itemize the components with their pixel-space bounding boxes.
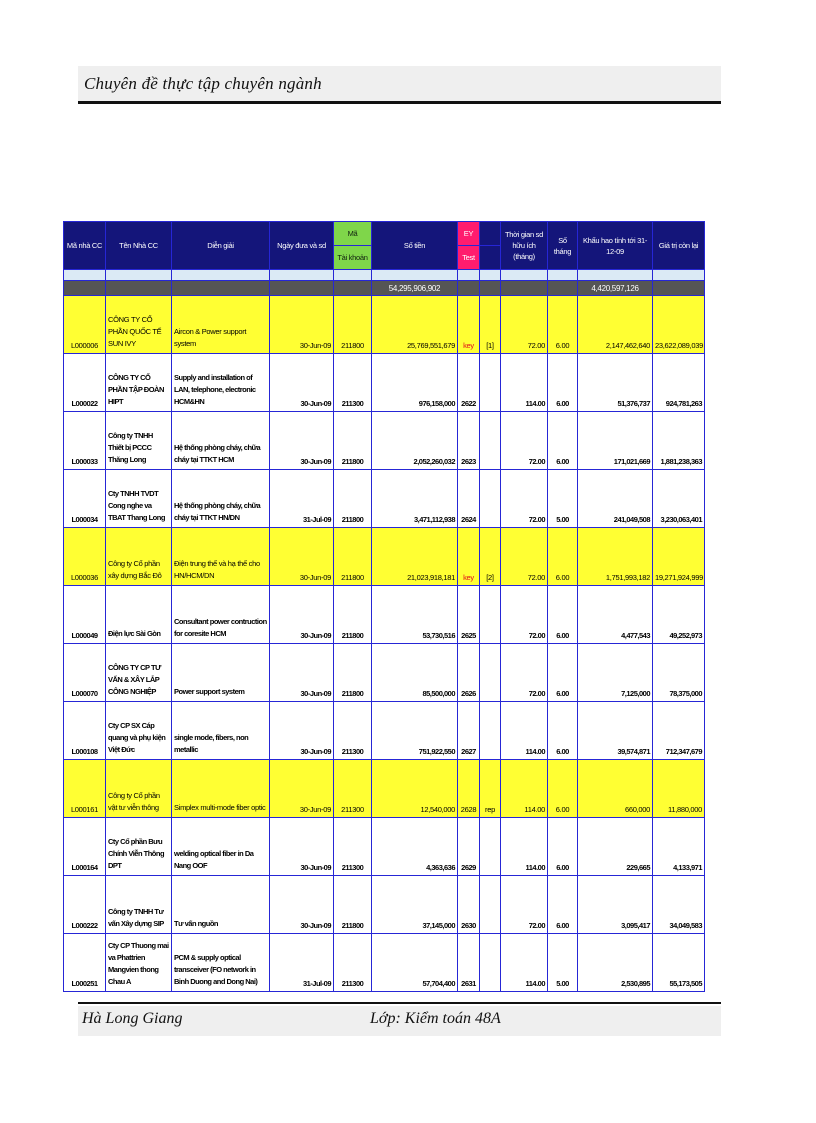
table-row <box>64 586 705 644</box>
page-header-title: Chuyên đề thực tập chuyên ngành <box>84 74 322 93</box>
cell-account: 211800 <box>334 528 372 586</box>
cell-amount: 2,052,260,032 <box>372 412 458 470</box>
cell-description: welding optical fiber in Da Nang OOF <box>172 818 270 876</box>
cell-depreciation: 171,021,669 <box>578 412 653 470</box>
cell-depreciation: 7,125,000 <box>578 644 653 702</box>
cell-supplier-name: Cty Cổ phần Bưu Chính Viễn Thông DPT <box>106 818 172 876</box>
cell-remaining-value: 924,781,263 <box>653 354 705 412</box>
cell-account: 211300 <box>334 354 372 412</box>
table-row <box>64 528 705 586</box>
cell-ey-test: 2627 <box>458 702 480 760</box>
cell-ref <box>480 412 501 470</box>
cell-ref: [1] <box>480 296 501 354</box>
cell-supplier-code: L000222 <box>64 876 106 934</box>
cell-ey-test: 2628 <box>458 760 480 818</box>
cell-supplier-name: Cty CP SX Cáp quang và phụ kiện Việt Đức <box>106 702 172 760</box>
cell-remaining-value: 3,230,063,401 <box>653 470 705 528</box>
cell-remaining-value: 1,881,238,363 <box>653 412 705 470</box>
cell-account: 211800 <box>334 876 372 934</box>
cell-amount: 976,158,000 <box>372 354 458 412</box>
cell-account: 211800 <box>334 470 372 528</box>
cell-ey-test: 2629 <box>458 818 480 876</box>
cell-supplier-name: Công ty Cổ phần vật tư viễn thông <box>106 760 172 818</box>
cell-amount: 53,730,516 <box>372 586 458 644</box>
cell-useful-life: 72.00 <box>501 528 548 586</box>
cell-ref: [2] <box>480 528 501 586</box>
asset-ledger-table <box>63 221 705 992</box>
cell-supplier-name: Công ty TNHH Thiết bị PCCC Thăng Long <box>106 412 172 470</box>
col-header-supplier-name: Tên Nhà CC <box>106 222 172 270</box>
cell-depreciation: 39,574,871 <box>578 702 653 760</box>
cell-supplier-code: L000049 <box>64 586 106 644</box>
cell-amount: 21,023,918,181 <box>372 528 458 586</box>
cell-remaining-value: 55,173,505 <box>653 934 705 992</box>
col-header-remaining-value: Giá trị còn lại <box>653 222 705 270</box>
cell-useful-life: 72.00 <box>501 586 548 644</box>
cell-supplier-code: L000022 <box>64 354 106 412</box>
cell-ey-test: key <box>458 296 480 354</box>
cell-amount: 4,363,636 <box>372 818 458 876</box>
cell-supplier-name: Điện lực Sài Gòn <box>106 586 172 644</box>
cell-months: 6.00 <box>548 644 578 702</box>
cell-useful-life: 72.00 <box>501 876 548 934</box>
col-header-amount: Số tiền <box>372 222 458 270</box>
table-row <box>64 354 705 412</box>
footer-rule <box>78 1002 721 1004</box>
cell-ref <box>480 586 501 644</box>
cell-months: 6.00 <box>548 818 578 876</box>
cell-description: PCM & supply optical transceiver (FO network in Binh Duong and Dong Nai) <box>172 934 270 992</box>
footer-class: Lớp: Kiểm toán 48A <box>370 1010 501 1027</box>
cell-remaining-value: 712,347,679 <box>653 702 705 760</box>
cell-supplier-name: CÔNG TY CP TƯ VẤN & XÂY LẮP CÔNG NGHIỆP <box>106 644 172 702</box>
cell-account: 211300 <box>334 702 372 760</box>
cell-ref <box>480 702 501 760</box>
col-header-ref <box>480 222 501 246</box>
asset-ledger-table-wrapper <box>63 221 704 992</box>
cell-ey-test: 2630 <box>458 876 480 934</box>
col-header-ref-blank <box>480 246 501 270</box>
page-header <box>78 66 721 102</box>
cell-useful-life: 72.00 <box>501 644 548 702</box>
cell-depreciation: 4,477,543 <box>578 586 653 644</box>
cell-amount: 25,769,551,679 <box>372 296 458 354</box>
col-header-useful-life: Thời gian sd hữu ích (tháng) <box>501 222 548 270</box>
cell-depreciation: 2,147,462,640 <box>578 296 653 354</box>
cell-useful-life: 72.00 <box>501 296 548 354</box>
col-header-account: Tài khoản <box>334 246 372 270</box>
cell-date: 30-Jun-09 <box>270 528 334 586</box>
col-header-description: Diễn giải <box>172 222 270 270</box>
cell-description: Power support system <box>172 644 270 702</box>
cell-amount: 57,704,400 <box>372 934 458 992</box>
cell-description: Hệ thống phòng cháy, chữa cháy tại TTKT HN/DN <box>172 470 270 528</box>
table-row <box>64 296 705 354</box>
cell-date: 30-Jun-09 <box>270 586 334 644</box>
footer-author: Hà Long Giang <box>82 1010 183 1027</box>
cell-months: 6.00 <box>548 354 578 412</box>
col-header-supplier-code: Mã nhà CC <box>64 222 106 270</box>
cell-description: single mode, fibers, non metallic <box>172 702 270 760</box>
cell-date: 31-Jul-09 <box>270 470 334 528</box>
cell-remaining-value: 23,622,089,039 <box>653 296 705 354</box>
cell-ref <box>480 818 501 876</box>
table-row <box>64 934 705 992</box>
cell-ey-test: 2624 <box>458 470 480 528</box>
cell-ref <box>480 876 501 934</box>
cell-amount: 85,500,000 <box>372 644 458 702</box>
cell-date: 30-Jun-09 <box>270 644 334 702</box>
table-row <box>64 760 705 818</box>
cell-useful-life: 114.00 <box>501 818 548 876</box>
cell-supplier-code: L000164 <box>64 818 106 876</box>
cell-supplier-code: L000161 <box>64 760 106 818</box>
cell-account: 211300 <box>334 818 372 876</box>
cell-ref: rep <box>480 760 501 818</box>
cell-remaining-value: 4,133,971 <box>653 818 705 876</box>
cell-account: 211800 <box>334 586 372 644</box>
page-footer <box>78 1006 721 1036</box>
table-row <box>64 876 705 934</box>
cell-months: 6.00 <box>548 528 578 586</box>
cell-ey-test: 2631 <box>458 934 480 992</box>
totals-row <box>64 281 705 296</box>
cell-depreciation: 51,376,737 <box>578 354 653 412</box>
cell-depreciation: 3,095,417 <box>578 876 653 934</box>
cell-ey-test: 2625 <box>458 586 480 644</box>
cell-months: 6.00 <box>548 586 578 644</box>
total-depreciation: 4,420,597,126 <box>578 281 653 296</box>
cell-date: 30-Jun-09 <box>270 702 334 760</box>
cell-remaining-value: 19,271,924,999 <box>653 528 705 586</box>
cell-ey-test: key <box>458 528 480 586</box>
cell-date: 30-Jun-09 <box>270 296 334 354</box>
cell-supplier-name: CÔNG TY CỔ PHẦN TẬP ĐOÀN HIPT <box>106 354 172 412</box>
col-header-date: Ngày đưa và sd <box>270 222 334 270</box>
cell-account: 211800 <box>334 644 372 702</box>
cell-depreciation: 241,049,508 <box>578 470 653 528</box>
cell-supplier-code: L000251 <box>64 934 106 992</box>
cell-supplier-name: CÔNG TY CỔ PHẦN QUỐC TẾ SUN IVY <box>106 296 172 354</box>
cell-ref <box>480 470 501 528</box>
cell-remaining-value: 34,049,583 <box>653 876 705 934</box>
cell-remaining-value: 49,252,973 <box>653 586 705 644</box>
cell-ref <box>480 644 501 702</box>
cell-months: 6.00 <box>548 702 578 760</box>
cell-amount: 3,471,112,938 <box>372 470 458 528</box>
cell-supplier-code: L000033 <box>64 412 106 470</box>
col-header-depreciation: Khấu hao tính tới 31-12-09 <box>578 222 653 270</box>
cell-account: 211800 <box>334 296 372 354</box>
cell-account: 211300 <box>334 934 372 992</box>
cell-useful-life: 114.00 <box>501 934 548 992</box>
table-row <box>64 818 705 876</box>
cell-ey-test: 2626 <box>458 644 480 702</box>
cell-remaining-value: 11,880,000 <box>653 760 705 818</box>
cell-useful-life: 114.00 <box>501 760 548 818</box>
cell-months: 6.00 <box>548 876 578 934</box>
cell-supplier-code: L000108 <box>64 702 106 760</box>
cell-date: 30-Jun-09 <box>270 760 334 818</box>
table-row <box>64 470 705 528</box>
cell-date: 30-Jun-09 <box>270 876 334 934</box>
cell-amount: 12,540,000 <box>372 760 458 818</box>
cell-remaining-value: 78,375,000 <box>653 644 705 702</box>
cell-description: Tư vấn nguồn <box>172 876 270 934</box>
cell-supplier-name: Cty TNHH TVDT Cong nghe va TBAT Thang Long <box>106 470 172 528</box>
cell-months: 6.00 <box>548 760 578 818</box>
cell-description: Aircon & Power support system <box>172 296 270 354</box>
cell-supplier-code: L000070 <box>64 644 106 702</box>
cell-supplier-code: L000006 <box>64 296 106 354</box>
separator-row <box>64 270 705 281</box>
cell-months: 6.00 <box>548 412 578 470</box>
cell-supplier-name: Công ty TNHH Tư vấn Xây dựng SIP <box>106 876 172 934</box>
cell-description: Hệ thống phòng cháy, chữa cháy tại TTKT HCM <box>172 412 270 470</box>
cell-useful-life: 72.00 <box>501 470 548 528</box>
cell-description: Supply and installation of LAN, telephone, electronic HCM&HN <box>172 354 270 412</box>
cell-ref <box>480 934 501 992</box>
col-header-test: Test <box>458 246 480 270</box>
table-row <box>64 412 705 470</box>
table-row <box>64 702 705 760</box>
cell-description: Điện trung thế và hạ thế cho HN/HCM/DN <box>172 528 270 586</box>
cell-date: 30-Jun-09 <box>270 354 334 412</box>
col-header-months: Số tháng <box>548 222 578 270</box>
cell-date: 30-Jun-09 <box>270 412 334 470</box>
cell-depreciation: 229,665 <box>578 818 653 876</box>
cell-ey-test: 2622 <box>458 354 480 412</box>
header-rule <box>78 101 721 104</box>
cell-date: 31-Jul-09 <box>270 934 334 992</box>
cell-depreciation: 1,751,993,182 <box>578 528 653 586</box>
cell-supplier-code: L000036 <box>64 528 106 586</box>
cell-useful-life: 72.00 <box>501 412 548 470</box>
col-header-ey: EY <box>458 222 480 246</box>
cell-amount: 37,145,000 <box>372 876 458 934</box>
cell-description: Simplex multi-mode fiber optic <box>172 760 270 818</box>
cell-ey-test: 2623 <box>458 412 480 470</box>
cell-months: 6.00 <box>548 296 578 354</box>
cell-depreciation: 660,000 <box>578 760 653 818</box>
cell-account: 211300 <box>334 760 372 818</box>
cell-account: 211800 <box>334 412 372 470</box>
cell-months: 5.00 <box>548 934 578 992</box>
cell-months: 5.00 <box>548 470 578 528</box>
cell-useful-life: 114.00 <box>501 354 548 412</box>
cell-amount: 751,922,550 <box>372 702 458 760</box>
cell-description: Consultant power contruction for coresite HCM <box>172 586 270 644</box>
cell-useful-life: 114.00 <box>501 702 548 760</box>
cell-ref <box>480 354 501 412</box>
cell-date: 30-Jun-09 <box>270 818 334 876</box>
table-row <box>64 644 705 702</box>
ledger-body <box>64 270 705 992</box>
cell-depreciation: 2,530,895 <box>578 934 653 992</box>
cell-supplier-code: L000034 <box>64 470 106 528</box>
total-amount: 54,295,906,902 <box>372 281 458 296</box>
cell-supplier-name: Công ty Cổ phần xây dựng Bắc Đô <box>106 528 172 586</box>
cell-supplier-name: Cty CP Thuong mai va Phattrien Mangvien thong Chau A <box>106 934 172 992</box>
col-header-code-top: Mã <box>334 222 372 246</box>
